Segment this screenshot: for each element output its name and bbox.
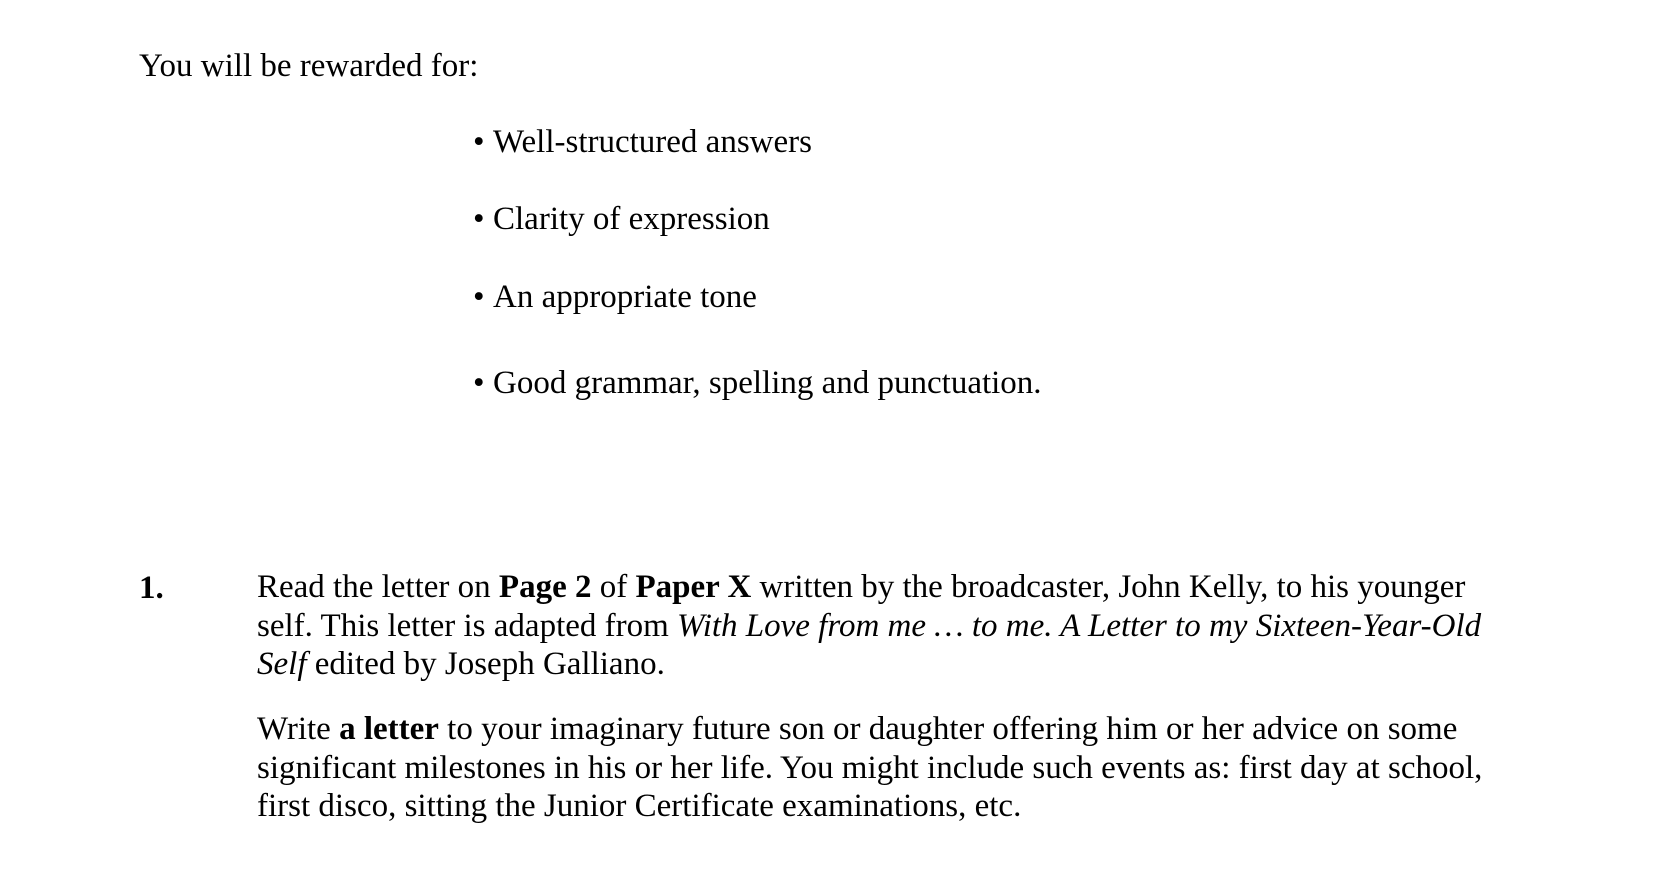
paper-reference: Paper X <box>635 569 752 605</box>
page-reference: Page 2 <box>498 569 592 605</box>
task-keyword: a letter <box>339 711 439 747</box>
bullet-icon: • <box>473 201 485 237</box>
criteria-item <box>473 277 757 317</box>
criteria-item-label: Well-structured answers <box>493 124 812 160</box>
criteria-item-label: Good grammar, spelling and punctuation. <box>493 365 1042 401</box>
intro-heading: You will be rewarded for: <box>139 48 479 84</box>
question-paragraph-reading <box>257 568 1527 684</box>
question-paragraph-task <box>257 710 1527 826</box>
criteria-item-label: An appropriate tone <box>493 279 757 315</box>
bullet-icon: • <box>473 124 485 160</box>
question-number: 1. <box>139 570 164 606</box>
bullet-icon: • <box>473 279 485 315</box>
text-run: Write <box>257 711 340 747</box>
criteria-item <box>473 363 1042 403</box>
text-run: written by the broadcaster, John Kelly, to his younger self. This letter is adapted from <box>257 569 1466 644</box>
text-run: edited by Joseph Galliano. <box>306 646 665 682</box>
bullet-icon: • <box>473 365 485 401</box>
text-run: Read the letter on <box>257 569 499 605</box>
book-title: With Love from me … to me. A Letter to my Sixteen-Year-Old Self <box>257 607 1482 682</box>
criteria-item <box>473 199 770 239</box>
text-run: to your imaginary future son or daughter offering him or her advice on some significant milestones in his or her life. You might include such events as: first day at school, first disco, sitting the Junior Certificate examinations, etc. <box>257 711 1483 824</box>
criteria-item-label: Clarity of expression <box>493 201 770 237</box>
criteria-item <box>473 122 812 162</box>
text-run: of <box>591 569 636 605</box>
